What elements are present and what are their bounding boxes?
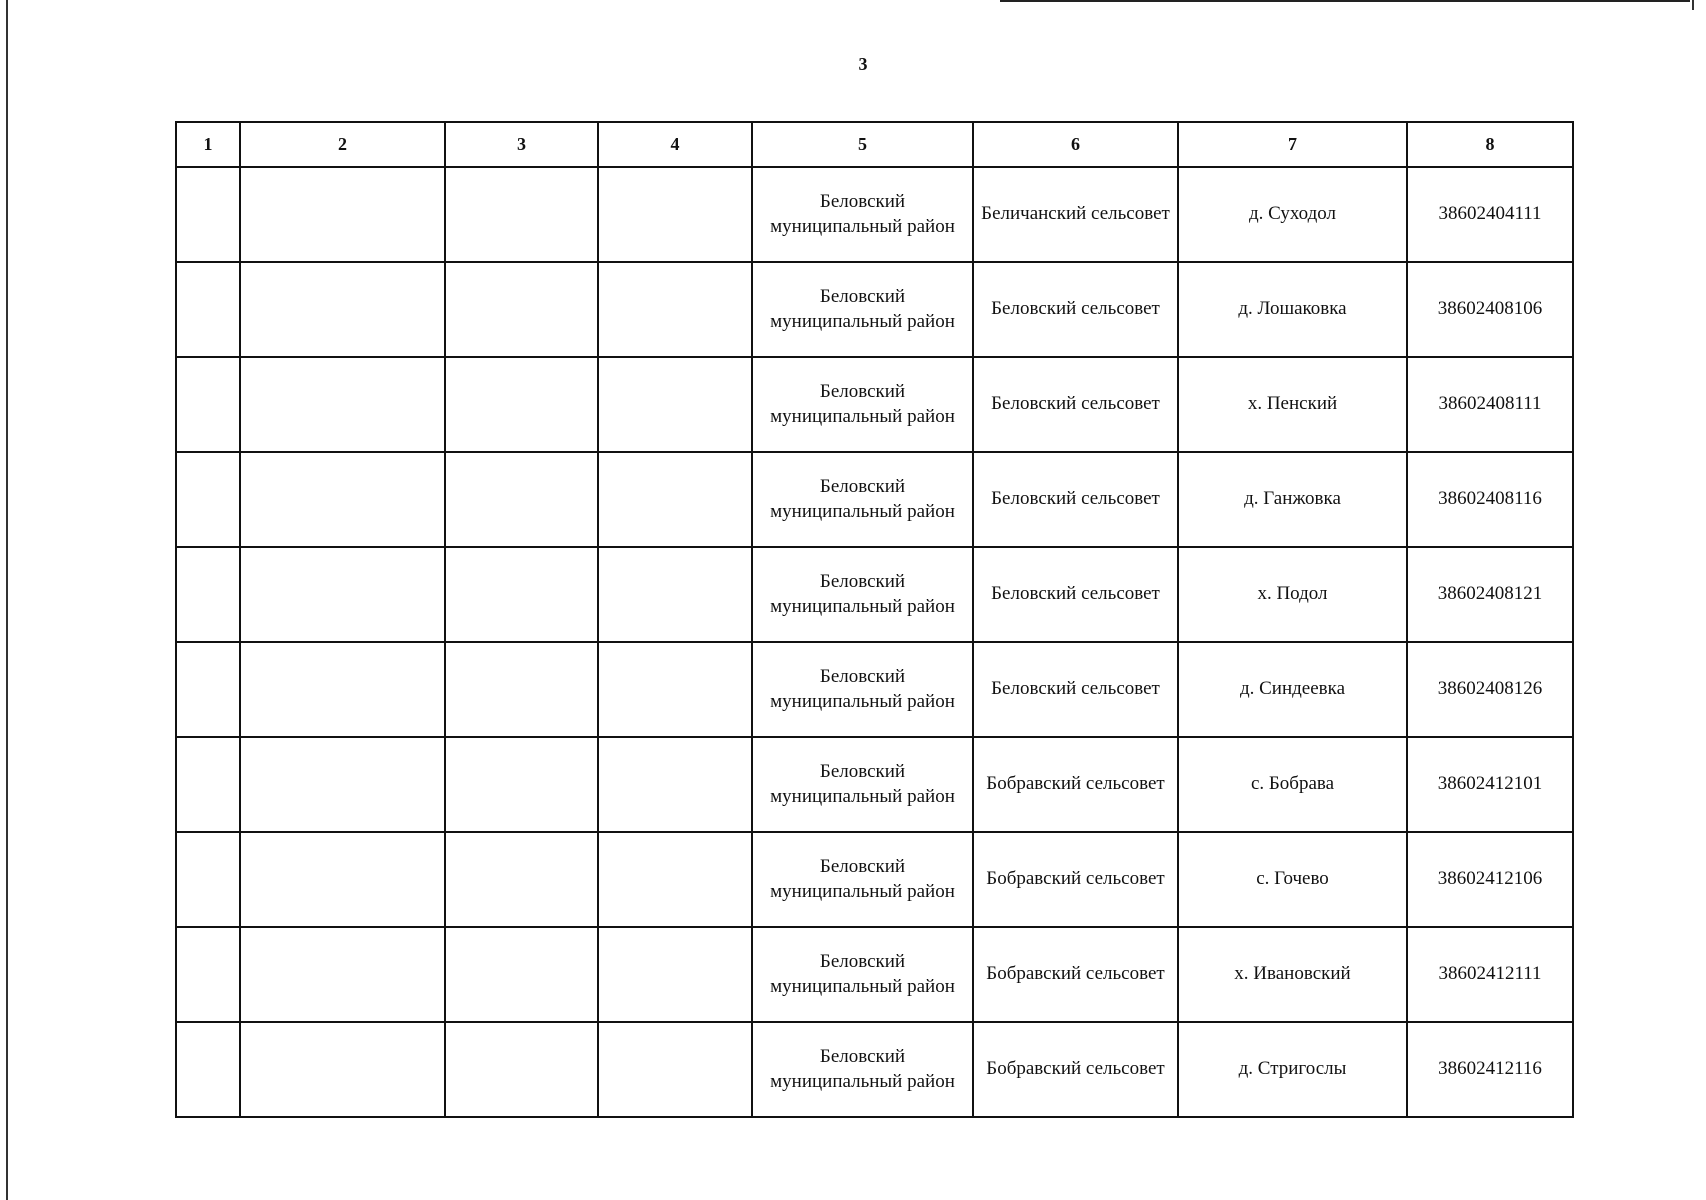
cell-col-1 [176,547,240,642]
cell-col-1 [176,262,240,357]
cell-district: Беловский муниципальный район [752,927,973,1022]
cell-col-2 [240,262,445,357]
table-row [176,452,1573,547]
cell-district: Беловский муниципальный район [752,167,973,262]
cell-col-4 [598,547,752,642]
cell-settlement: д. Синдеевка [1178,642,1407,737]
cell-col-2 [240,737,445,832]
cell-oktmo-code: 38602404111 [1407,167,1573,262]
column-header-7: 7 [1178,122,1407,167]
cell-council: Бобравский сельсовет [973,927,1178,1022]
cell-council: Беловский сельсовет [973,642,1178,737]
cell-oktmo-code: 38602408116 [1407,452,1573,547]
cell-settlement: х. Ивановский [1178,927,1407,1022]
cell-district: Беловский муниципальный район [752,737,973,832]
table-header-row [176,122,1573,167]
cell-oktmo-code: 38602408106 [1407,262,1573,357]
table-row [176,547,1573,642]
cell-settlement: д. Стригослы [1178,1022,1407,1117]
column-header-2: 2 [240,122,445,167]
cell-col-1 [176,737,240,832]
cell-district: Беловский муниципальный район [752,832,973,927]
cell-district: Беловский муниципальный район [752,357,973,452]
cell-oktmo-code: 38602408126 [1407,642,1573,737]
cell-district: Беловский муниципальный район [752,1022,973,1117]
cell-oktmo-code: 38602408111 [1407,357,1573,452]
column-header-5: 5 [752,122,973,167]
column-header-8: 8 [1407,122,1573,167]
cell-col-3 [445,927,598,1022]
table-row [176,737,1573,832]
cell-col-4 [598,452,752,547]
cell-col-4 [598,737,752,832]
cell-settlement: д. Суходол [1178,167,1407,262]
page-number: 3 [858,54,868,74]
table-row [176,642,1573,737]
cell-col-1 [176,832,240,927]
cell-col-4 [598,832,752,927]
cell-col-1 [176,642,240,737]
cell-col-3 [445,262,598,357]
cell-col-2 [240,167,445,262]
table-row [176,167,1573,262]
cell-col-3 [445,167,598,262]
cell-col-3 [445,737,598,832]
cell-col-2 [240,642,445,737]
cell-col-2 [240,547,445,642]
cell-col-3 [445,832,598,927]
cell-col-4 [598,642,752,737]
cell-col-4 [598,1022,752,1117]
cell-col-2 [240,832,445,927]
cell-col-2 [240,452,445,547]
column-header-6: 6 [973,122,1178,167]
cell-settlement: д. Лошаковка [1178,262,1407,357]
scan-border-left [6,0,8,1200]
cell-col-2 [240,1022,445,1117]
cell-oktmo-code: 38602412116 [1407,1022,1573,1117]
table-row [176,262,1573,357]
table-row [176,1022,1573,1117]
cell-council: Беловский сельсовет [973,452,1178,547]
cell-settlement: х. Подол [1178,547,1407,642]
table-body [176,167,1573,1117]
cell-col-3 [445,642,598,737]
table-row [176,832,1573,927]
cell-council: Беловский сельсовет [973,262,1178,357]
cell-col-4 [598,927,752,1022]
cell-col-2 [240,927,445,1022]
cell-col-4 [598,167,752,262]
cell-col-3 [445,547,598,642]
table-row [176,357,1573,452]
cell-col-3 [445,357,598,452]
cell-col-3 [445,1022,598,1117]
scan-border-top [1000,0,1690,2]
column-header-3: 3 [445,122,598,167]
cell-col-1 [176,452,240,547]
cell-district: Беловский муниципальный район [752,452,973,547]
cell-col-4 [598,262,752,357]
cell-settlement: с. Гочево [1178,832,1407,927]
cell-settlement: с. Бобрава [1178,737,1407,832]
cell-settlement: д. Ганжовка [1178,452,1407,547]
cell-col-3 [445,452,598,547]
cell-council: Беловский сельсовет [973,547,1178,642]
column-header-4: 4 [598,122,752,167]
settlements-table [175,121,1574,1118]
column-header-1: 1 [176,122,240,167]
cell-col-2 [240,357,445,452]
cell-council: Беличанский сельсовет [973,167,1178,262]
cell-col-1 [176,1022,240,1117]
cell-col-1 [176,167,240,262]
cell-council: Бобравский сельсовет [973,832,1178,927]
cell-settlement: х. Пенский [1178,357,1407,452]
cell-district: Беловский муниципальный район [752,262,973,357]
scan-border-right [1692,0,1694,10]
table-row [176,927,1573,1022]
cell-oktmo-code: 38602412111 [1407,927,1573,1022]
cell-col-1 [176,927,240,1022]
cell-district: Беловский муниципальный район [752,642,973,737]
cell-council: Бобравский сельсовет [973,1022,1178,1117]
cell-col-4 [598,357,752,452]
cell-council: Беловский сельсовет [973,357,1178,452]
cell-oktmo-code: 38602412106 [1407,832,1573,927]
cell-district: Беловский муниципальный район [752,547,973,642]
cell-council: Бобравский сельсовет [973,737,1178,832]
cell-oktmo-code: 38602412101 [1407,737,1573,832]
cell-col-1 [176,357,240,452]
cell-oktmo-code: 38602408121 [1407,547,1573,642]
